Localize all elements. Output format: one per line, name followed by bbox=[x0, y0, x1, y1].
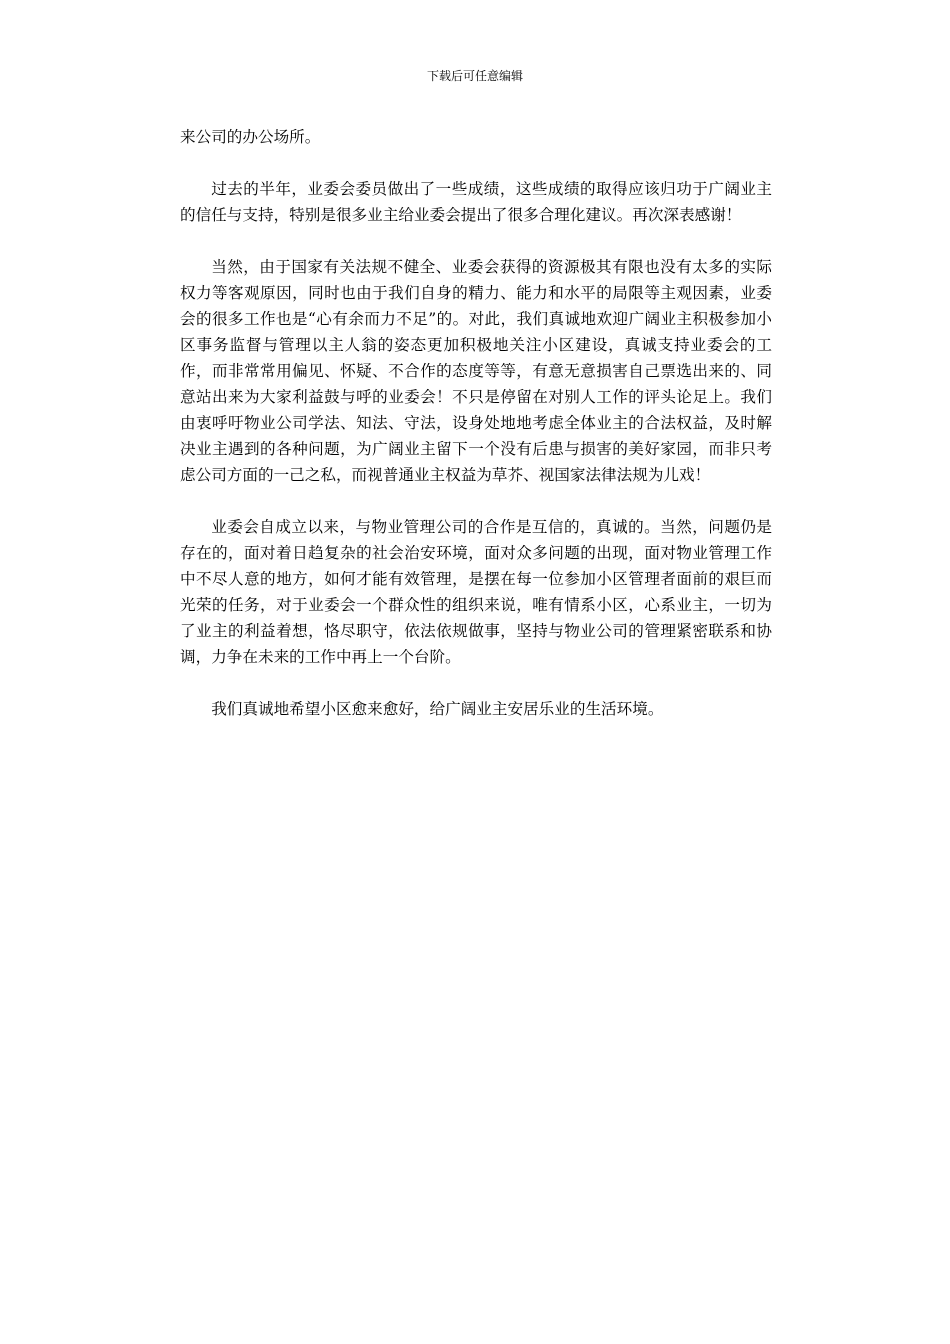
document-body bbox=[180, 124, 772, 748]
paragraph-continued: 来公司的办公场所。 bbox=[180, 128, 321, 146]
paragraph-cooperation: 业委会自成立以来，与物业管理公司的合作是互信的，真诚的。当然，问题仍是存在的，面对着日趋复杂的社会治安环境，面对众多问题的出现，面对物业管理工作中不尽人意的地方，如何才能有效管理，是摆在每一位参加小区管理者面前的艰巨而光荣的任务，对于业委会一个群众性的组织来说，唯有情系小区，心系业主，一切为了业主的利益着想，恪尽职守，依法依规做事，坚持与物业公司的管理紧密联系和协调，力争在未来的工作中再上一个台阶。 bbox=[180, 518, 772, 666]
page-header: 下载后可任意编辑 bbox=[426, 69, 523, 83]
paragraph-achievements: 过去的半年，业委会委员做出了一些成绩，这些成绩的取得应该归功于广阔业主的信任与支持，特别是很多业主给业委会提出了很多合理化建议。再次深表感谢！ bbox=[180, 180, 772, 224]
paragraph-closing: 我们真诚地希望小区愈来愈好，给广阔业主安居乐业的生活环境。 bbox=[211, 700, 664, 718]
paragraph-limitations: 当然，由于国家有关法规不健全、业委会获得的资源极其有限也没有太多的实际权力等客观原因，同时也由于我们自身的精力、能力和水平的局限等主观因素，业委会的很多工作也是“心有余而力不足”的。对此，我们真诚地欢迎广阔业主积极参加小区事务监督与管理以主人翁的姿态更加积极地关注小区建设，真诚支持业委会的工作，而非常常用偏见、怀疑、不合作的态度等等，有意无意损害自己票选出来的、同意站出来为大家利益鼓与呼的业委会！不只是停留在对别人工作的评头论足上。我们由衷呼吁物业公司学法、知法、守法，设身处地地考虑全体业主的合法权益，及时解决业主遇到的各种问题，为广阔业主留下一个没有后患与损害的美好家园，而非只考虑公司方面的一己之私，而视普通业主权益为草芥、视国家法律法规为儿戏！ bbox=[180, 258, 772, 484]
